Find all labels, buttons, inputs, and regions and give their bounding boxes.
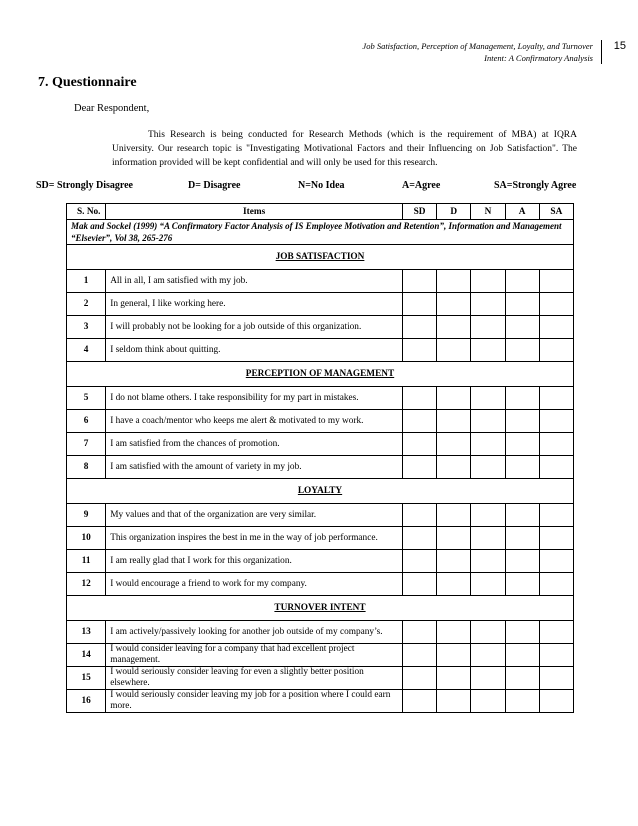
answer-box-a[interactable] [505, 339, 539, 362]
answer-box-sa[interactable] [539, 690, 573, 713]
question-row [67, 293, 574, 316]
header-line-2: Intent: A Confirmatory Analysis [484, 53, 593, 63]
answer-box-sa[interactable] [539, 550, 573, 573]
answer-box-n[interactable] [471, 387, 505, 410]
answer-box-d[interactable] [437, 387, 471, 410]
header-d: D [437, 204, 471, 220]
answer-box-sa[interactable] [539, 527, 573, 550]
question-text: I would seriously consider leaving my job for a position where I could earn more. [106, 690, 403, 713]
header-a: A [505, 204, 539, 220]
intro-paragraph [112, 128, 577, 170]
answer-box-d[interactable] [437, 621, 471, 644]
answer-box-n[interactable] [471, 527, 505, 550]
answer-box-n[interactable] [471, 644, 505, 667]
section-heading: LOYALTY [297, 486, 343, 496]
answer-box-n[interactable] [471, 316, 505, 339]
question-number: 3 [67, 316, 106, 339]
question-row [67, 644, 574, 667]
header-sa: SA [539, 204, 573, 220]
question-text: I would consider leaving for a company that had excellent project management. [106, 644, 403, 667]
answer-box-sa[interactable] [539, 621, 573, 644]
question-number: 10 [67, 527, 106, 550]
answer-box-a[interactable] [505, 690, 539, 713]
answer-box-a[interactable] [505, 316, 539, 339]
question-number: 7 [67, 433, 106, 456]
question-row [67, 410, 574, 433]
running-header [293, 40, 602, 64]
answer-box-d[interactable] [437, 550, 471, 573]
question-number: 5 [67, 387, 106, 410]
reference-row [67, 220, 574, 245]
question-text: I do not blame others. I take responsibility for my part in mistakes. [106, 387, 403, 410]
question-text: I will probably not be looking for a job outside of this organization. [106, 316, 403, 339]
question-text: All in all, I am satisfied with my job. [106, 270, 403, 293]
table-header-row [67, 204, 574, 220]
question-number: 15 [67, 667, 106, 690]
answer-box-d[interactable] [437, 573, 471, 596]
answer-box-n[interactable] [471, 410, 505, 433]
question-number: 8 [67, 456, 106, 479]
answer-box-a[interactable] [505, 573, 539, 596]
answer-box-sa[interactable] [539, 410, 573, 433]
answer-box-a[interactable] [505, 270, 539, 293]
answer-box-sa[interactable] [539, 293, 573, 316]
question-number: 14 [67, 644, 106, 667]
answer-box-n[interactable] [471, 573, 505, 596]
section-header-row [67, 596, 574, 621]
question-text: I am satisfied with the amount of variety in my job. [106, 456, 403, 479]
answer-box-n[interactable] [471, 621, 505, 644]
question-number: 1 [67, 270, 106, 293]
section-title: 7. Questionnaire [38, 75, 137, 90]
header-sno: S. No. [67, 204, 106, 220]
scale-n: N=No Idea [298, 180, 345, 191]
question-row [67, 667, 574, 690]
answer-box-sd[interactable] [402, 270, 436, 293]
question-text: My values and that of the organization are very similar. [106, 504, 403, 527]
answer-box-a[interactable] [505, 433, 539, 456]
answer-box-sd[interactable] [402, 456, 436, 479]
answer-box-d[interactable] [437, 504, 471, 527]
question-row [67, 433, 574, 456]
question-row [67, 456, 574, 479]
answer-box-sd[interactable] [402, 293, 436, 316]
answer-box-d[interactable] [437, 316, 471, 339]
answer-box-sd[interactable] [402, 550, 436, 573]
question-number: 4 [67, 339, 106, 362]
answer-box-sa[interactable] [539, 456, 573, 479]
question-row [67, 621, 574, 644]
answer-box-a[interactable] [505, 527, 539, 550]
answer-box-d[interactable] [437, 410, 471, 433]
question-text: I would encourage a friend to work for my company. [106, 573, 403, 596]
answer-box-sd[interactable] [402, 433, 436, 456]
question-row [67, 270, 574, 293]
answer-box-d[interactable] [437, 270, 471, 293]
answer-box-sd[interactable] [402, 621, 436, 644]
question-number: 11 [67, 550, 106, 573]
answer-box-a[interactable] [505, 410, 539, 433]
answer-box-a[interactable] [505, 667, 539, 690]
question-row [67, 550, 574, 573]
answer-box-sd[interactable] [402, 339, 436, 362]
answer-box-n[interactable] [471, 293, 505, 316]
answer-box-sd[interactable] [402, 573, 436, 596]
answer-box-n[interactable] [471, 550, 505, 573]
answer-box-sa[interactable] [539, 667, 573, 690]
answer-box-d[interactable] [437, 527, 471, 550]
answer-box-d[interactable] [437, 293, 471, 316]
answer-box-sd[interactable] [402, 316, 436, 339]
answer-box-sd[interactable] [402, 667, 436, 690]
header-sd: SD [402, 204, 436, 220]
questionnaire-table [66, 203, 574, 713]
question-row [67, 316, 574, 339]
answer-box-d[interactable] [437, 690, 471, 713]
answer-box-d[interactable] [437, 339, 471, 362]
question-row [67, 504, 574, 527]
answer-box-n[interactable] [471, 339, 505, 362]
question-text: I seldom think about quitting. [106, 339, 403, 362]
answer-box-sa[interactable] [539, 644, 573, 667]
answer-box-sa[interactable] [539, 504, 573, 527]
question-text: This organization inspires the best in me in the way of job performance. [106, 527, 403, 550]
question-text: I am satisfied from the chances of promotion. [106, 433, 403, 456]
section-heading: TURNOVER INTENT [274, 603, 366, 613]
scale-sa: SA=Strongly Agree [494, 180, 577, 191]
answer-box-sd[interactable] [402, 387, 436, 410]
question-row [67, 573, 574, 596]
question-row [67, 690, 574, 713]
answer-box-n[interactable] [471, 667, 505, 690]
section-heading: JOB SATISFACTION [275, 252, 365, 262]
answer-box-sd[interactable] [402, 410, 436, 433]
header-items: Items [106, 204, 403, 220]
answer-box-a[interactable] [505, 293, 539, 316]
scale-d: D= Disagree [188, 180, 241, 191]
answer-box-sa[interactable] [539, 316, 573, 339]
answer-box-n[interactable] [471, 504, 505, 527]
question-number: 16 [67, 690, 106, 713]
section-heading: PERCEPTION OF MANAGEMENT [245, 369, 395, 379]
answer-box-n[interactable] [471, 690, 505, 713]
answer-box-n[interactable] [471, 433, 505, 456]
answer-box-d[interactable] [437, 456, 471, 479]
question-number: 13 [67, 621, 106, 644]
reference-citation: Mak and Sockel (1999) “A Confirmatory Factor Analysis of IS Employee Motivation and Retention”, Information and Management “Elsevier”, Vol 38, 265-276 [67, 220, 574, 245]
header-line-1: Job Satisfaction, Perception of Management, Loyalty, and Turnover [362, 41, 593, 51]
question-row [67, 527, 574, 550]
intro-text: This Research is being conducted for Research Methods (which is the requirement of MBA) at IQRA University. Our research topic is "Investigating Motivational Factors and their Influencing on Job Satisfaction". The information provided will be kept confidential and will only be used for this research. [112, 130, 577, 168]
answer-box-sa[interactable] [539, 433, 573, 456]
question-text: I am really glad that I work for this organization. [106, 550, 403, 573]
section-header-row [67, 245, 574, 270]
answer-box-sa[interactable] [539, 573, 573, 596]
answer-box-n[interactable] [471, 456, 505, 479]
greeting: Dear Respondent, [74, 103, 150, 114]
section-header-row [67, 479, 574, 504]
scale-a: A=Agree [402, 180, 441, 191]
question-number: 9 [67, 504, 106, 527]
question-text: I am actively/passively looking for another job outside of my company’s. [106, 621, 403, 644]
scale-sd: SD= Strongly Disagree [36, 180, 133, 191]
question-text: In general, I like working here. [106, 293, 403, 316]
answer-box-d[interactable] [437, 667, 471, 690]
answer-box-a[interactable] [505, 644, 539, 667]
answer-box-a[interactable] [505, 387, 539, 410]
question-row [67, 339, 574, 362]
header-n: N [471, 204, 505, 220]
answer-box-n[interactable] [471, 270, 505, 293]
answer-box-a[interactable] [505, 621, 539, 644]
answer-box-sd[interactable] [402, 527, 436, 550]
question-text: I have a coach/mentor who keeps me alert & motivated to my work. [106, 410, 403, 433]
answer-box-a[interactable] [505, 550, 539, 573]
question-number: 6 [67, 410, 106, 433]
question-number: 12 [67, 573, 106, 596]
answer-box-a[interactable] [505, 504, 539, 527]
question-row [67, 387, 574, 410]
answer-box-d[interactable] [437, 433, 471, 456]
answer-box-sa[interactable] [539, 270, 573, 293]
answer-box-sa[interactable] [539, 339, 573, 362]
page-number: 15 [613, 40, 626, 52]
answer-box-sd[interactable] [402, 644, 436, 667]
section-header-row [67, 362, 574, 387]
answer-box-d[interactable] [437, 644, 471, 667]
answer-box-sa[interactable] [539, 387, 573, 410]
answer-box-sd[interactable] [402, 504, 436, 527]
question-number: 2 [67, 293, 106, 316]
answer-box-a[interactable] [505, 456, 539, 479]
question-text: I would seriously consider leaving for even a slightly better position elsewhere. [106, 667, 403, 690]
answer-box-sd[interactable] [402, 690, 436, 713]
